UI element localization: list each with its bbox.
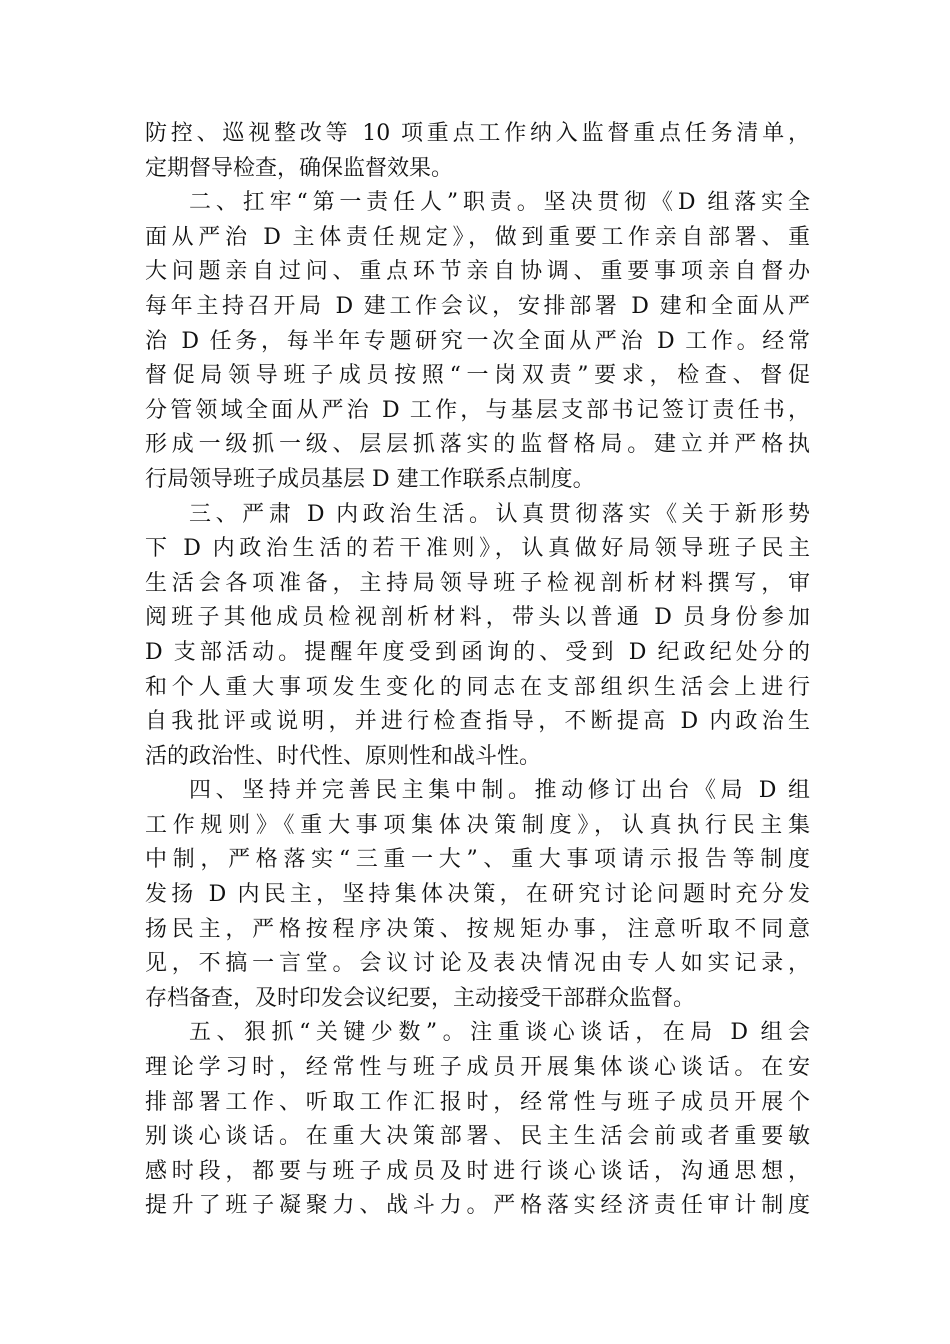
text-line: 见，不搞一言堂。会议讨论及表决情况由专人如实记录， bbox=[145, 951, 810, 977]
text-line: 提升了班子凝聚力、战斗力。严格落实经济责任审计制度 bbox=[145, 1193, 810, 1219]
text-line: 排部署工作、听取工作汇报时，经常性与班子成员开展个 bbox=[145, 1089, 810, 1115]
text-line: 工作规则》《重大事项集体决策制度》，认真执行民主集 bbox=[145, 812, 810, 838]
text-line: 定期督导检查，确保监督效果。 bbox=[145, 155, 454, 181]
text-line: 四、坚持并完善民主集中制。推动修订出台《局 D 组 bbox=[189, 778, 810, 804]
text-line: 下 D 内政治生活的若干准则》，认真做好局领导班子民主 bbox=[145, 536, 810, 562]
text-line: 形成一级抓一级、层层抓落实的监督格局。建立并严格执 bbox=[145, 432, 810, 458]
text-line: 生活会各项准备，主持局领导班子检视剖析材料撰写，审 bbox=[145, 570, 810, 596]
text-line: 阅班子其他成员检视剖析材料，带头以普通 D 员身份参加 bbox=[145, 605, 810, 631]
text-line: 行局领导班子成员基层 D 建工作联系点制度。 bbox=[145, 466, 595, 492]
text-line: 二、扛牢“第一责任人”职责。坚决贯彻《D 组落实全 bbox=[189, 190, 810, 216]
text-line: 别谈心谈话。在重大决策部署、民主生活会前或者重要敏 bbox=[145, 1124, 810, 1150]
text-line: 每年主持召开局 D 建工作会议，安排部署 D 建和全面从严 bbox=[145, 293, 810, 319]
text-line: 活的政治性、时代性、原则性和战斗性。 bbox=[145, 743, 542, 769]
text-line: 和个人重大事项发生变化的同志在支部组织生活会上进行 bbox=[145, 674, 810, 700]
text-line: 发扬 D 内民主，坚持集体决策，在研究讨论问题时充分发 bbox=[145, 882, 810, 908]
text-line: 大问题亲自过问、重点环节亲自协调、重要事项亲自督办 bbox=[145, 259, 810, 285]
text-line: 五、狠抓“关键少数”。注重谈心谈话，在局 D 组会 bbox=[189, 1020, 810, 1046]
text-line: 三、严肃 D 内政治生活。认真贯彻落实《关于新形势 bbox=[189, 501, 810, 527]
text-line: 扬民主，严格按程序决策、按规矩办事，注意听取不同意 bbox=[145, 916, 810, 942]
text-line: 防控、巡视整改等 10 项重点工作纳入监督重点任务清单， bbox=[145, 121, 810, 146]
text-line: 中制，严格落实“三重一大”、重大事项请示报告等制度 bbox=[145, 847, 810, 873]
text-line: 治 D 任务，每半年专题研究一次全面从严治 D 工作。经常 bbox=[145, 328, 810, 354]
text-line: 感时段，都要与班子成员及时进行谈心谈话，沟通思想， bbox=[145, 1158, 810, 1184]
text-line: D 支部活动。提醒年度受到函询的、受到 D 纪政纪处分的 bbox=[145, 639, 810, 665]
text-line: 理论学习时，经常性与班子成员开展集体谈心谈话。在安 bbox=[145, 1055, 810, 1081]
text-line: 督促局领导班子成员按照“一岗双责”要求，检查、督促 bbox=[145, 363, 810, 389]
text-line: 存档备查，及时印发会议纪要，主动接受干部群众监督。 bbox=[145, 985, 696, 1011]
text-line: 面从严治 D 主体责任规定》，做到重要工作亲自部署、重 bbox=[145, 224, 810, 250]
document-body bbox=[145, 117, 810, 1224]
text-line: 分管领域全面从严治 D 工作，与基层支部书记签订责任书， bbox=[145, 397, 810, 423]
text-line: 自我批评或说明，并进行检查指导，不断提高 D 内政治生 bbox=[145, 709, 810, 735]
